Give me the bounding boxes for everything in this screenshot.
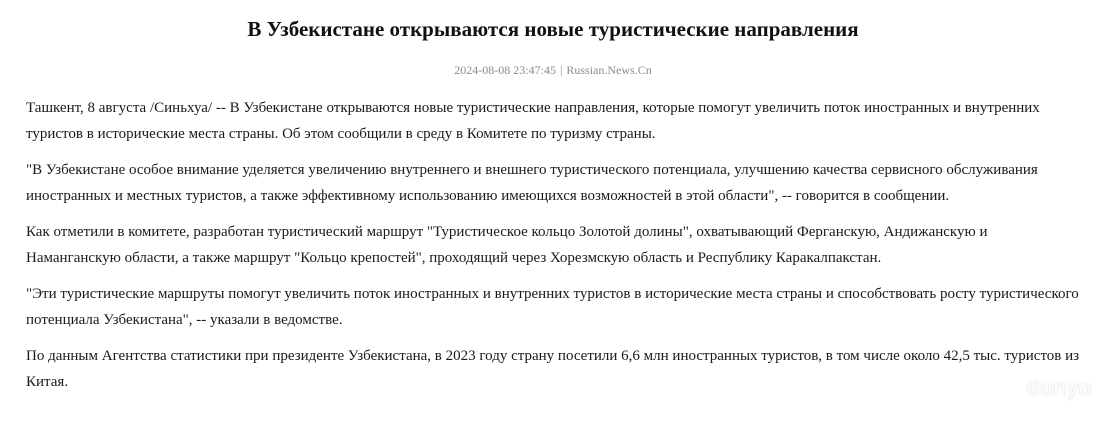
article-paragraph: "В Узбекистане особое внимание уделяется увеличению внутреннего и внешнего туристического потенциала, улучшению качества сервисного обслуживания иностранных и местных туристов, а также эффективному использованию имеющихся возможностей в этой области", -- говорится в сообщении.: [26, 162, 1038, 204]
article-paragraph: По данным Агентства статистики при президенте Узбекистана, в 2023 году страну посетили 6,6 млн иностранных туристов, в том числе около 42,5 тыс. туристов из Китая.: [26, 348, 1080, 390]
dunyo-logo-icon: [991, 373, 1021, 403]
article-paragraph: Как отметили в комитете, разработан туристический маршрут "Туристическое кольцо Золотой долины", охватывающий Ферганскую, Андижанскую и Наманганскую области, а также маршрут "Кольцо крепостей", проходящий через Хорезмскую область и Республику Каракалпакстан.: [26, 224, 988, 266]
meta-separator: |: [559, 63, 563, 77]
watermark-text: dunyo: [1027, 375, 1092, 400]
article-meta: [0, 60, 1106, 80]
dunyo-watermark: [991, 373, 1092, 403]
article-paragraph: "Эти туристические маршруты помогут увеличить поток иностранных и внутренних туристов в исторические места страны и способствовать росту туристического потенциала Узбекистана", -- указали в ведомстве.: [26, 286, 1079, 328]
article-body: [26, 95, 1086, 405]
article-source: Russian.News.Cn: [566, 63, 652, 77]
article-title: В Узбекистане открываются новые туристические направления: [247, 17, 859, 41]
article-datetime: 2024-08-08 23:47:45: [454, 63, 556, 77]
article-paragraph: Ташкент, 8 августа /Синьхуа/ -- В Узбекистане открываются новые туристические направления, которые помогут увеличить поток иностранных и внутренних туристов в исторические места страны. Об этом сообщили в среду в Комитете по туризму страны.: [26, 100, 1040, 142]
